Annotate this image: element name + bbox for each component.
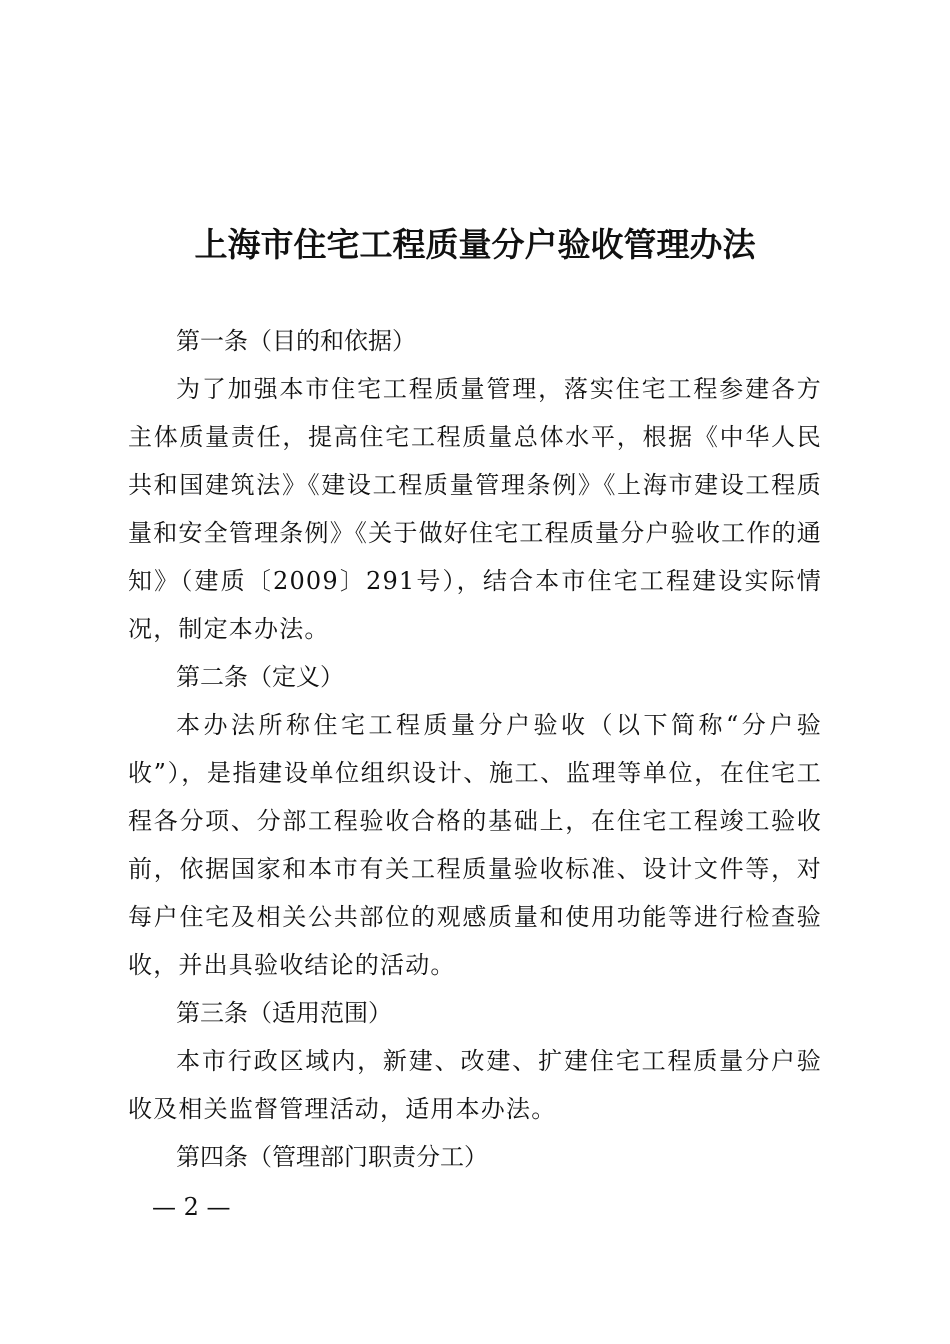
page-number: — 2 — [152,1193,231,1221]
article-1-heading: 第一条（目的和依据） [176,327,416,355]
article-3-paragraph: 本市行政区域内，新建、改建、扩建住宅工程质量分户验收及相关监督管理活动，适用本办法。 [128,1047,822,1123]
document-title: 上海市住宅工程质量分户验收管理办法 [194,225,756,264]
document-body [128,317,822,1181]
article-4-heading: 第四条（管理部门职责分工） [176,1143,488,1171]
article-1-paragraph: 为了加强本市住宅工程质量管理，落实住宅工程参建各方主体质量责任，提高住宅工程质量总体水平，根据《中华人民共和国建筑法》《建设工程质量管理条例》《上海市建设工程质量和安全管理条例》《关于做好住宅工程质量分户验收工作的通知》（建质〔2009〕291号），结合本市住宅工程建设实际情况，制定本办法。 [128,375,822,643]
article-3-heading: 第三条（适用范围） [176,999,392,1027]
article-2-heading: 第二条（定义） [176,663,344,691]
article-2-paragraph: 本办法所称住宅工程质量分户验收（以下简称“分户验收”），是指建设单位组织设计、施工、监理等单位，在住宅工程各分项、分部工程验收合格的基础上，在住宅工程竣工验收前，依据国家和本市有关工程质量验收标准、设计文件等，对每户住宅及相关公共部位的观感质量和使用功能等进行检查验收，并出具验收结论的活动。 [128,711,822,979]
